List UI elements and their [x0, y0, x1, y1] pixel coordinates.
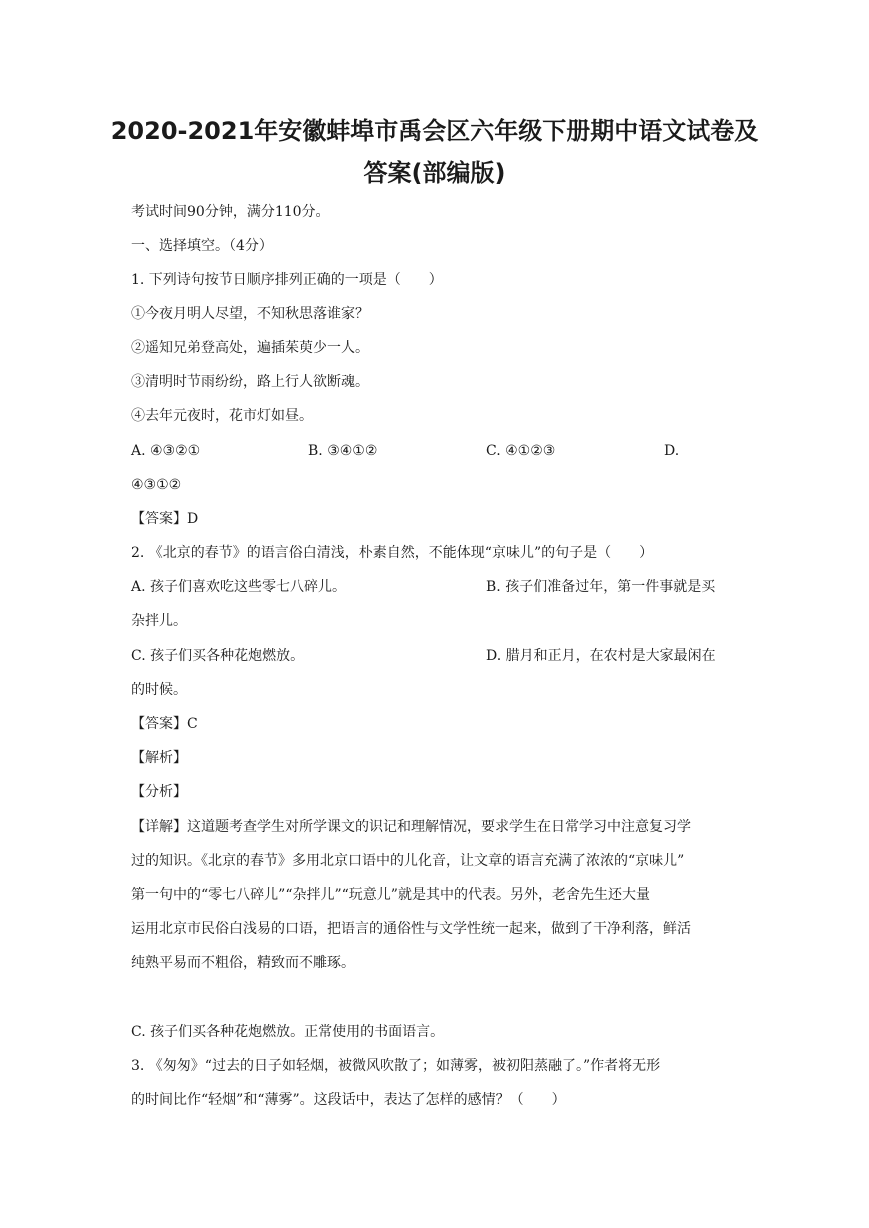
- q1-option-d-continued: ④③①②: [131, 477, 182, 493]
- q2-analysis-heading: 【解析】: [131, 750, 187, 766]
- poem-line-3: ③清明时节雨纷纷，路上行人欲断魂。: [131, 374, 369, 390]
- q1-option-d: D.: [664, 443, 680, 459]
- q1-option-b: B. ③④①②: [308, 443, 378, 459]
- q2-option-d-continued: 的时候。: [131, 682, 187, 698]
- poem-line-1: ①今夜月明人尽望，不知秋思落谁家？: [131, 306, 369, 322]
- q2-option-d: D. 腊月和正月，在农村是大家最闲在: [486, 648, 716, 664]
- q2-option-c: C. 孩子们买各种花炮燃放。: [131, 648, 305, 664]
- q2-option-b-continued: 杂拌儿。: [131, 613, 187, 629]
- question-3-stem: 3. 《匆匆》“过去的日子如轻烟，被微风吹散了；如薄雾，被初阳蒸融了。”作者将无形: [131, 1058, 661, 1074]
- q2-answer: 【答案】C: [131, 716, 198, 732]
- q1-option-a: A. ④③②①: [131, 443, 201, 459]
- question-2-stem: 2. 《北京的春节》的语言俗白清浅，朴素自然，不能体现“京味儿”的句子是（ ）: [131, 545, 654, 561]
- section-heading: 一、选择填空。（4分）: [131, 238, 273, 254]
- poem-line-2: ②遥知兄弟登高处，遍插茱萸少一人。: [131, 340, 369, 356]
- q2-conclusion: C. 孩子们买各种花炮燃放。正常使用的书面语言。: [131, 1024, 445, 1040]
- q1-option-c: C. ④①②③: [486, 443, 556, 459]
- q2-option-b: B. 孩子们准备过年，第一件事就是买: [486, 579, 716, 595]
- q2-detail-line: 【详解】这道题考查学生对所学课文的识记和理解情况，要求学生在日常学习中注意复习学: [131, 819, 691, 835]
- page-title: 2020-2021年安徽蚌埠市禹会区六年级下册期中语文试卷及: [110, 117, 759, 145]
- question-3-stem-continued: 的时间比作“轻烟”和“薄雾”。这段话中，表达了怎样的感情？（ ）: [131, 1092, 566, 1108]
- poem-line-4: ④去年元夜时，花市灯如昼。: [131, 408, 313, 424]
- q2-detail-line: 运用北京市民俗白浅易的口语，把语言的通俗性与文学性统一起来，做到了干净利落，鲜活: [131, 921, 691, 937]
- question-1-stem: 1. 下列诗句按节日顺序排列正确的一项是（ ）: [131, 272, 443, 288]
- q2-detail-line: 第一句中的“零七八碎儿”“杂拌儿”“玩意儿”就是其中的代表。另外，老舍先生还大量: [131, 887, 650, 903]
- page-title-continued: 答案(部编版): [363, 159, 506, 187]
- q2-detail-line: 过的知识。《北京的春节》多用北京口语中的儿化音，让文章的语言充满了浓浓的“京味儿”: [131, 853, 685, 869]
- q1-answer: 【答案】D: [131, 511, 199, 527]
- exam-intro: 考试时间90分钟，满分110分。: [131, 204, 330, 220]
- q2-detail-line: 纯熟平易而不粗俗，精致而不雕琢。: [131, 955, 355, 971]
- q2-breakdown-heading: 【分析】: [131, 784, 187, 800]
- q2-option-a: A. 孩子们喜欢吃这些零七八碎儿。: [131, 579, 347, 595]
